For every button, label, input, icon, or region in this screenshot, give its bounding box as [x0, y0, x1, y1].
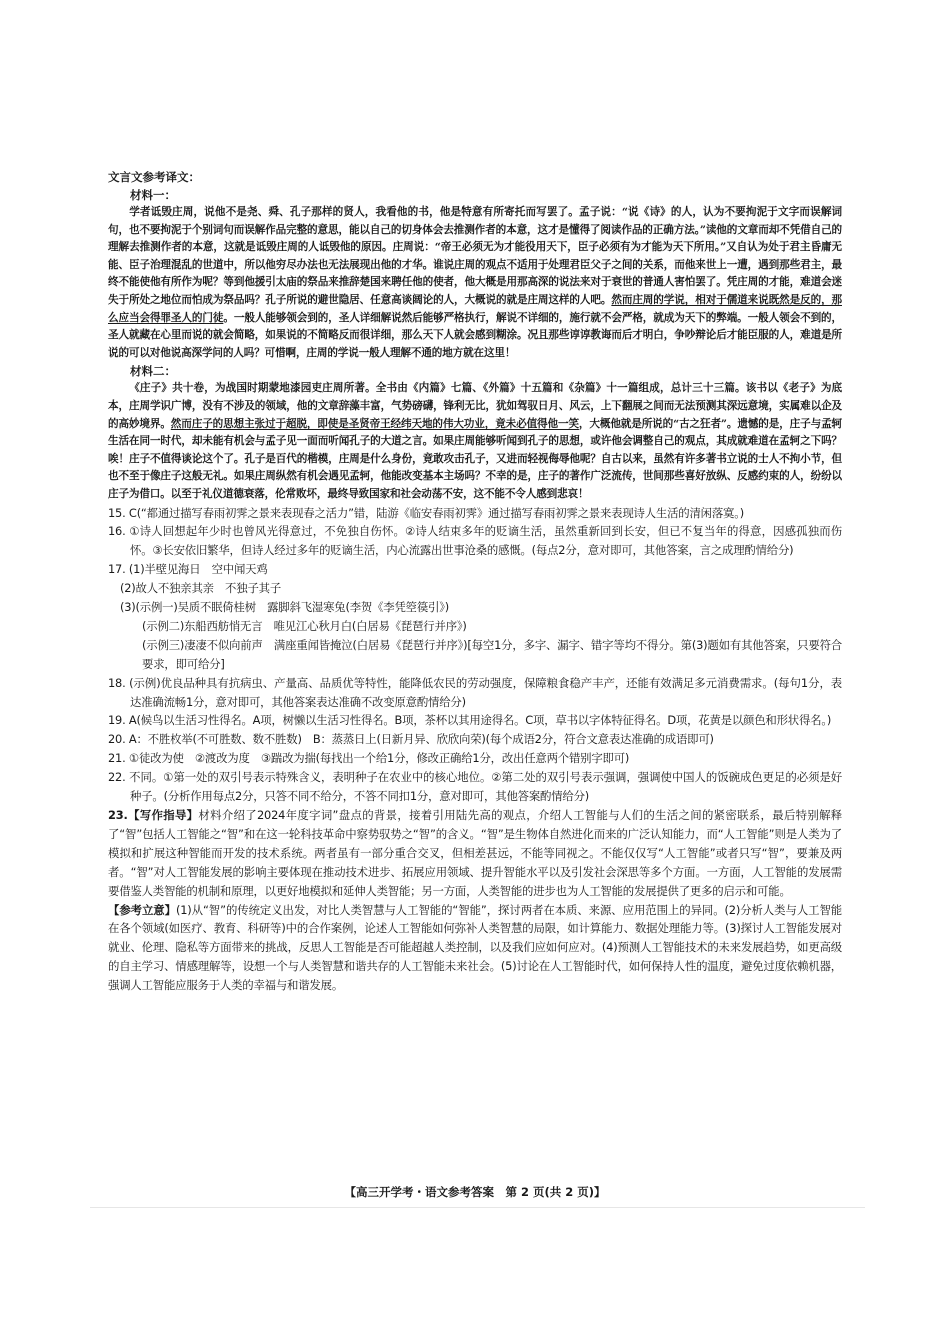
- answer-19: 19. A(候鸟以生活习性得名。A项，树懒以生活习性得名。B项，茶杯以其用途得名。C项，草书以字体特征得名。D项，花黄是以颜色和形状得名。): [108, 713, 832, 728]
- material-one-text: 学者诋毁庄周，说他不是尧、舜、孔子那样的贤人，我看他的书，他是特意有所寄托而写罢了。孟子说：“说《诗》的人，认为不要拘泥于文字而误解词句，也不要拘泥于个别词句而误解作品完整的意思，能以自己的切身体会去推测作者的本意，这才是懂得了阅读作品的正确方法。”读他的文章而却不凭借自己的理解去推测作者的本意，这就是诋毁庄周的人诋毁他的原因。庄周说：“帝王必须无为才能役用天下，臣子必须有为才能为天下所用。”又自认为处于君主昏庸无能、臣子治理混乱的世道中，所以他穷尽办法也无法展现出他的才华。谁说庄周的观点不适用于处理君臣父子之间的关系，而他来世上一遭，遇到那些君主，最终不能使他有所作为呢？等到他援引太庙的祭品来推辞楚国来聘任他的使者，他大概是用那高深的说法来对于衰世的普通人害怕罢了。凭庄周的才能，难道会迷失于所处之地位而怕成为祭品吗？孔子所说的避世隐居、任意高谈阔论的人，大概说的就是庄周这样的人吧。然而庄周的学说，相对于儒道来说既然是反的，那么应当会得罪圣人的门徒。一般人能够领会到的，圣人详细解说然后能够严格执行，解说不详细的，施行就不会严格，就成为天下的弊端。一般人领会不到的，圣人就藏在心里而说的就会简略，如果说的不简略反而很详细，那么天下人就会感到糊涂。况且那些谆谆教诲而后才明白，争吵辩论后才能臣服的人，难道是所说的可以对他说高深学问的人吗？可惜啊，庄周的学说一般人理解不通的地方就在这里！: [108, 206, 842, 359]
- answer-page: [108, 168, 842, 995]
- underlined-sentence: 然而庄子的思想主张过于超脱，即使是圣贤帝王经纬天地的伟大功业，竟未必值得他一笑: [170, 417, 579, 430]
- translation-title: 文言文参考译文：: [108, 170, 200, 184]
- answer-15: 15. C(“都通过描写春雨初霁之景来表现春之活力”错，陆游《临安春雨初霁》通过描写春雨初霁之景来表现诗人生活的清闲落寞。): [108, 505, 744, 520]
- material-two-text: 《庄子》共十卷，为战国时期蒙地漆园吏庄周所著。全书由《内篇》七篇、《外篇》十五篇和《杂篇》十一篇组成，总计三十三篇。该书以《老子》为底本，庄周学识广博，没有不涉及的领域，他的文章辞藻丰富，气势磅礴，锋利无比，犹如驾驭日月、风云，上下翻展之间而无法预测其深远意境，实属难以企及的高妙境界。然而庄子的思想主张过于超脱，即使是圣贤帝王经纬天地的伟大功业，竟未必值得他一笑，大概他就是所说的“古之狂者”。遗憾的是，庄子与孟轲生活在同一时代，却未能有机会与孟子见一面而听闻孔子的大道之言。如果庄周能够听闻到孔子的思想，或许他会调整自己的观点，其成就难道在孟轲之下吗？唉！庄子不值得谈论这个了。孔子是百代的楷模，庄周是什么身份，竟敢攻击孔子，又进而轻视侮辱他呢？自古以来，虽然有许多著书立说的士人不拘小节，但也不至于像庄子这般无礼。如果庄周纵然有机会遇见孟轲，他能改变基本主场吗？不幸的是，庄子的著作广泛流传，世间那些喜好放纵、反感约束的人，纷纷以庄子为借口。以至于礼仪道德衰落，伦常败坏，最终导致国家和社会动荡不安，这不能不令人感到悲哀！: [108, 382, 842, 500]
- answer-22: 22. 不同。①第一处的双引号表示特殊含义，表明种子在农业中的核心地位。②第二处的双引号表示强调，强调使中国人的饭碗成色更足的必须是好种子。(分析作用每点2分，只答不同不给分，不答不同扣1分，意对即可，其他答案酌情给分): [108, 770, 842, 804]
- material-one-label: 材料一：: [130, 188, 176, 202]
- answer-17-3b: (示例二)东船西舫悄无言 唯见江心秋月白(白居易《琵琶行并序》): [142, 618, 467, 633]
- answer-18: 18. (示例)优良品种具有抗病虫、产量高、品质优等特性，能降低农民的劳动强度，保障粮食稳产丰产，还能有效满足多元消费需求。(每句1分，表达准确流畅1分，意对即可，其他答案表达准确不改变原意酌情给分): [108, 675, 842, 709]
- answer-21: 21. ①徒改为使 ②渡改为度 ③踹改为揣(每找出一个给1分，修改正确给1分，改出任意两个错别字即可): [108, 751, 630, 766]
- answer-23-themes: 【参考立意】(1)从“智”的传统定义出发，对比人类智慧与人工智能的“智能”，探讨两者在本质、来源、应用范围上的异同。(2)分析人类与人工智能在各个领域(如医疗、教育、科研等)中的合作案例，论述人工智能如何弥补人类智慧的局限，如计算能力、数据处理能力等。(3)探讨人工智能发展对就业、伦理、隐私等方面带来的挑战，反思人工智能是否可能超越人类控制，以及我们应如何应对。(4)预测人工智能技术的未来发展趋势，如更高级的自主学习、情感理解等，设想一个与人类智慧和谐共存的人工智能未来社会。(5)讨论在人工智能时代，如何保持人性的温度，避免过度依赖机器，强调人工智能应服务于人类的幸福与和谐发展。: [108, 902, 842, 993]
- answer-20: 20. A：不胜枚举(不可胜数、数不胜数) B：蒸蒸日上(日新月异、欣欣向荣)(每个成语2分，符合文意表达准确的成语即可): [108, 732, 714, 747]
- answer-17-3a: (3)(示例一)吴质不眠倚桂树 露脚斜飞湿寒兔(李贺《李凭箜篌引》): [120, 600, 449, 615]
- material-two-label: 材料二：: [130, 364, 176, 379]
- answer-16: 16. ①诗人回想起年少时也曾风光得意过，不免独自伤怀。②诗人结束多年的贬谪生活，虽然重新回到长安，但已不复当年的得意，因感孤独而伤怀。③长安依旧繁华，但诗人经过多年的贬谪生活，内心流露出世事沧桑的感慨。(每点2分，意对即可，其他答案，言之成理酌情给分): [108, 524, 842, 558]
- page-footer: 【高三开学考・语文参考答案 第 2 页(共 2 页)】: [344, 1185, 606, 1199]
- footer-divider: [90, 1207, 865, 1208]
- underlined-sentence: 然而庄周的学说，相对于儒道来说既然是反的，那么应当会得罪圣人的门徒: [108, 293, 842, 324]
- answer-17-2: (2)故人不独亲其亲 不独子其子: [120, 581, 282, 596]
- answer-23-guide: 23.【写作指导】材料介绍了2024年度字词”盘点的背景，接着引用陆先高的观点，介绍人工智能与人们的生活之间的紧密联系，最后特别解释了“智”包括人工智能之“智”和在这一轮科技革命中察势驭势之“智”的含义。“智”是生物体自然进化而来的广泛认知能力，而“人工智能”则是人类为了模拟和扩展这种智能而开发的技术系统。两者虽有一部分重合交叉，但相差甚远，不能等同视之。不能仅仅写“人工智能”或者只写“智”，要兼及两者。“智”对人工智能发展的影响主要体现在推动技术进步、拓展应用领域、提升智能水平以及引发社会深思等多个方面。一方面，人工智能的发展需要借鉴人类智能的机制和原理，以更好地模拟和延伸人类智能；另一方面，人类智能的进步也为人工智能的发展提供了更多的启示和可能。: [108, 808, 842, 898]
- answer-17-3c: (示例三)凄凄不似向前声 满座重闻皆掩泣(白居易《琵琶行并序》)[每空1分，多字、漏字、错字等均不得分。第(3)题如有其他答案，只要符合要求，即可给分]: [142, 637, 842, 671]
- answer-17-1: 17. (1)半壁见海日 空中闻天鸡: [108, 562, 268, 577]
